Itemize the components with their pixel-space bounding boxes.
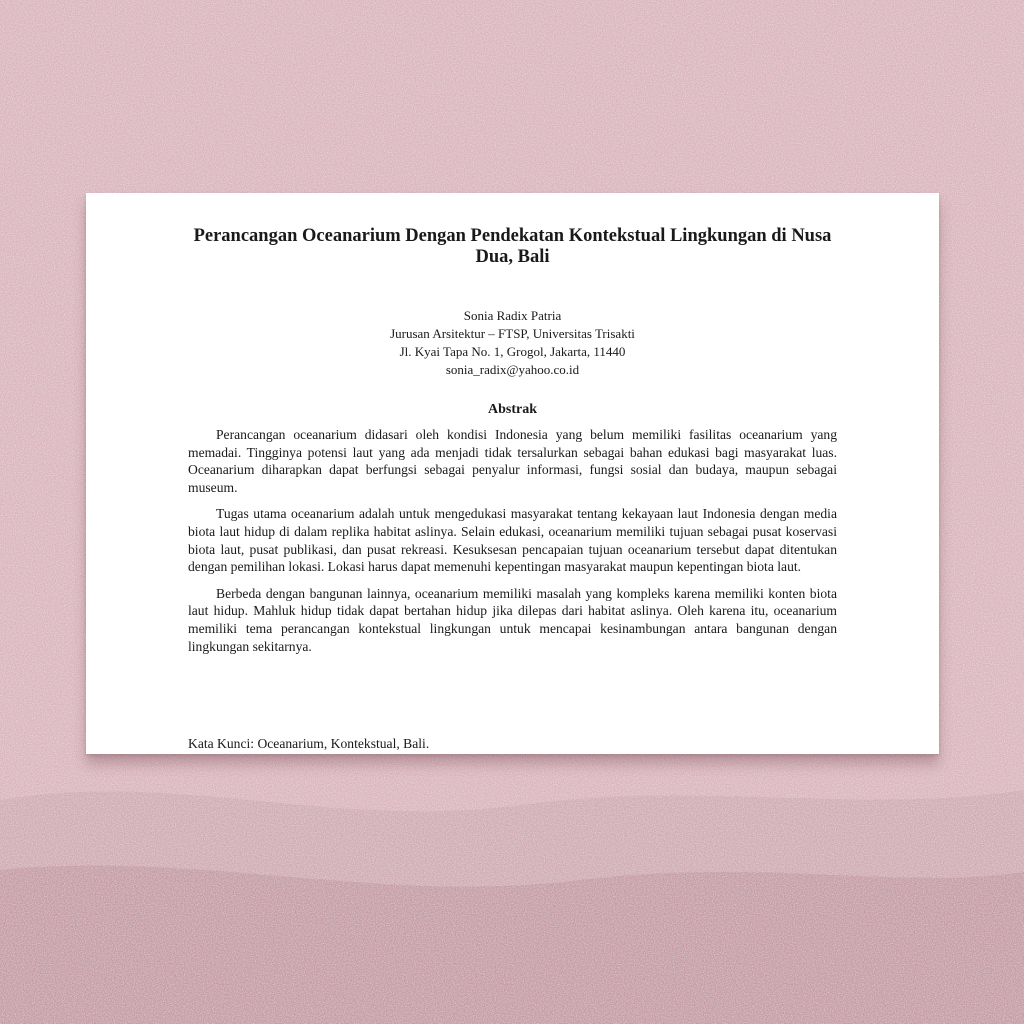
paper-title: Perancangan Oceanarium Dengan Pendekatan Kontekstual Lingkungan di Nusa Dua, Bali: [193, 226, 832, 267]
abstract-body: [188, 426, 837, 664]
abstract-paragraph: Perancangan oceanarium didasari oleh kondisi Indonesia yang belum memiliki fasilitas oceanarium yang memadai. Tingginya potensi laut yang ada menjadi tidak tersalurkan sebagai bahan edukasi bagi masyarakat luas. Oceanarium diharapkan dapat berfungsi sebagai penyalur informasi, fungsi sosial dan budaya, maupun sebagai museum.: [188, 427, 837, 495]
paper-sheet: [86, 193, 939, 754]
abstract-paragraph: Berbeda dengan bangunan lainnya, oceanarium memiliki masalah yang kompleks karena memiliki konten biota laut hidup. Mahluk hidup tidak dapat bertahan hidup jika dilepas dari habitat aslinya. Oleh karena itu, oceanarium memiliki tema perancangan kontekstual lingkungan untuk mencapai kesinambungan antara bangunan dengan lingkungan sekitarnya.: [188, 585, 837, 654]
author-name: Sonia Radix Patria: [463, 308, 562, 323]
abstract-paragraph: Tugas utama oceanarium adalah untuk mengedukasi masyarakat tentang kekayaan laut Indonesia dengan media biota laut hidup di dalam replika habitat aslinya. Selain edukasi, oceanarium memiliki tujuan sebagai pusat koservasi biota laut, pusat publikasi, dan pusat rekreasi. Kesuksesan pencapaian tujuan oceanarium tersebut dapat ditentukan dengan pemilihan lokasi. Lokasi harus dapat memenuhi kepentingan masyarakat maupun kepentingan biota laut.: [188, 506, 837, 575]
author-email: sonia_radix@yahoo.co.id: [445, 362, 580, 377]
author-block: [186, 307, 839, 379]
abstract-heading: Abstrak: [487, 402, 537, 417]
keywords: Kata Kunci: Oceanarium, Kontekstual, Bali.: [188, 736, 430, 751]
author-address: Jl. Kyai Tapa No. 1, Grogol, Jakarta, 11440: [399, 344, 626, 359]
author-affiliation: Jurusan Arsitektur – FTSP, Universitas Trisakti: [390, 326, 635, 341]
